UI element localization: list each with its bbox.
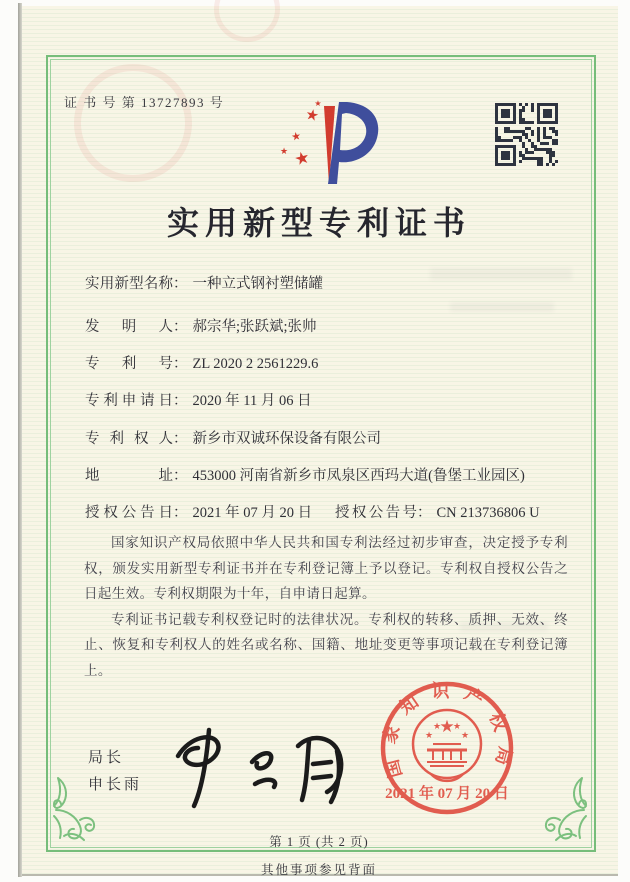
svg-text:★: ★ bbox=[290, 130, 303, 144]
certificate-page bbox=[22, 6, 618, 876]
bleedthrough-stamp bbox=[214, 0, 280, 42]
field-value: 453000 河南省新乡市凤泉区西玛大道(鲁堡工业园区) bbox=[192, 468, 525, 484]
svg-text:★: ★ bbox=[292, 147, 312, 170]
seal-emblem-stars-icon bbox=[425, 717, 469, 740]
field-label: 专利号 bbox=[85, 356, 173, 372]
field-colon: ： bbox=[173, 505, 188, 521]
director-name: 申长雨 bbox=[88, 777, 143, 793]
field-row-filing-date bbox=[85, 389, 577, 410]
field-colon: ： bbox=[173, 356, 188, 372]
field-row-patentee bbox=[85, 427, 577, 448]
field-value: 新乡市双诚环保设备有限公司 bbox=[192, 431, 381, 447]
logo-stars-icon bbox=[280, 99, 322, 170]
field-colon: ： bbox=[173, 319, 188, 335]
field-colon: ： bbox=[173, 393, 188, 409]
certificate-number: 证 书 号 第 13727893 号 bbox=[64, 95, 225, 110]
field-label: 专利权人 bbox=[85, 431, 173, 447]
director-title: 局长 bbox=[88, 750, 125, 766]
field-colon: ： bbox=[173, 276, 188, 292]
field-label: 专利申请日 bbox=[85, 393, 173, 409]
field-value: 郝宗华;张跃斌;张帅 bbox=[192, 319, 317, 335]
field-label: 地址 bbox=[85, 468, 173, 484]
svg-text:★: ★ bbox=[460, 730, 470, 740]
svg-text:★: ★ bbox=[452, 721, 462, 731]
field-row-inventor bbox=[85, 315, 577, 336]
field-value: 2020 年 11 月 06 日 bbox=[192, 393, 312, 409]
field-row-name bbox=[85, 272, 577, 293]
seal-date: 2021 年 07 月 20 日 bbox=[385, 786, 509, 802]
field-label: 授权公告号 bbox=[335, 505, 417, 521]
field-colon: ： bbox=[173, 431, 188, 447]
svg-text:★: ★ bbox=[432, 721, 442, 731]
official-seal bbox=[357, 658, 537, 838]
logo-blue-p-icon bbox=[328, 102, 378, 184]
seal-org-text: 国家知识产权局 bbox=[378, 680, 516, 780]
svg-text:★: ★ bbox=[279, 146, 289, 156]
field-grant-number bbox=[335, 501, 540, 522]
director-signature-icon bbox=[160, 724, 365, 814]
field-value: 一种立式钢衬塑储罐 bbox=[192, 276, 323, 292]
certificate-title: 实用新型专利证书 bbox=[166, 205, 471, 241]
field-colon: ： bbox=[417, 505, 432, 521]
field-row-grant bbox=[85, 501, 577, 522]
field-label: 实用新型名称 bbox=[85, 276, 173, 292]
qr-code bbox=[495, 103, 558, 166]
field-colon: ： bbox=[173, 468, 188, 484]
legal-paragraph-2: 专利证书记载专利权登记时的法律状况。专利权的转移、质押、无效、终止、恢复和专利权人的姓名或名称、国籍、地址变更等事项记载在专利登记簿上。 bbox=[84, 611, 568, 678]
field-value: 2021 年 07 月 20 日 bbox=[192, 505, 313, 521]
field-label: 授权公告日 bbox=[85, 505, 173, 521]
field-value: ZL 2020 2 2561229.6 bbox=[192, 356, 319, 372]
field-label: 发明人 bbox=[85, 319, 173, 335]
svg-text:★: ★ bbox=[303, 106, 321, 126]
field-value: CN 213736806 U bbox=[436, 505, 540, 521]
field-row-address bbox=[85, 464, 577, 485]
cnipa-patent-logo bbox=[262, 94, 392, 196]
footer-note: 其他事项参见背面 bbox=[260, 863, 377, 877]
svg-text:★: ★ bbox=[424, 730, 434, 740]
seal-emblem-gate-icon bbox=[427, 744, 467, 781]
field-row-patent-no bbox=[85, 352, 577, 373]
page-number: 第 1 页 (共 2 页) bbox=[269, 835, 369, 849]
svg-text:★: ★ bbox=[314, 99, 322, 108]
legal-paragraph-1: 国家知识产权局依照中华人民共和国专利法经过初步审查，决定授予专利权，颁发实用新型专利证书并在专利登记簿上予以登记。专利权自授权公告之日起生效。专利权期限为十年，自申请日起算。 bbox=[84, 535, 568, 601]
svg-text:★: ★ bbox=[439, 717, 455, 736]
